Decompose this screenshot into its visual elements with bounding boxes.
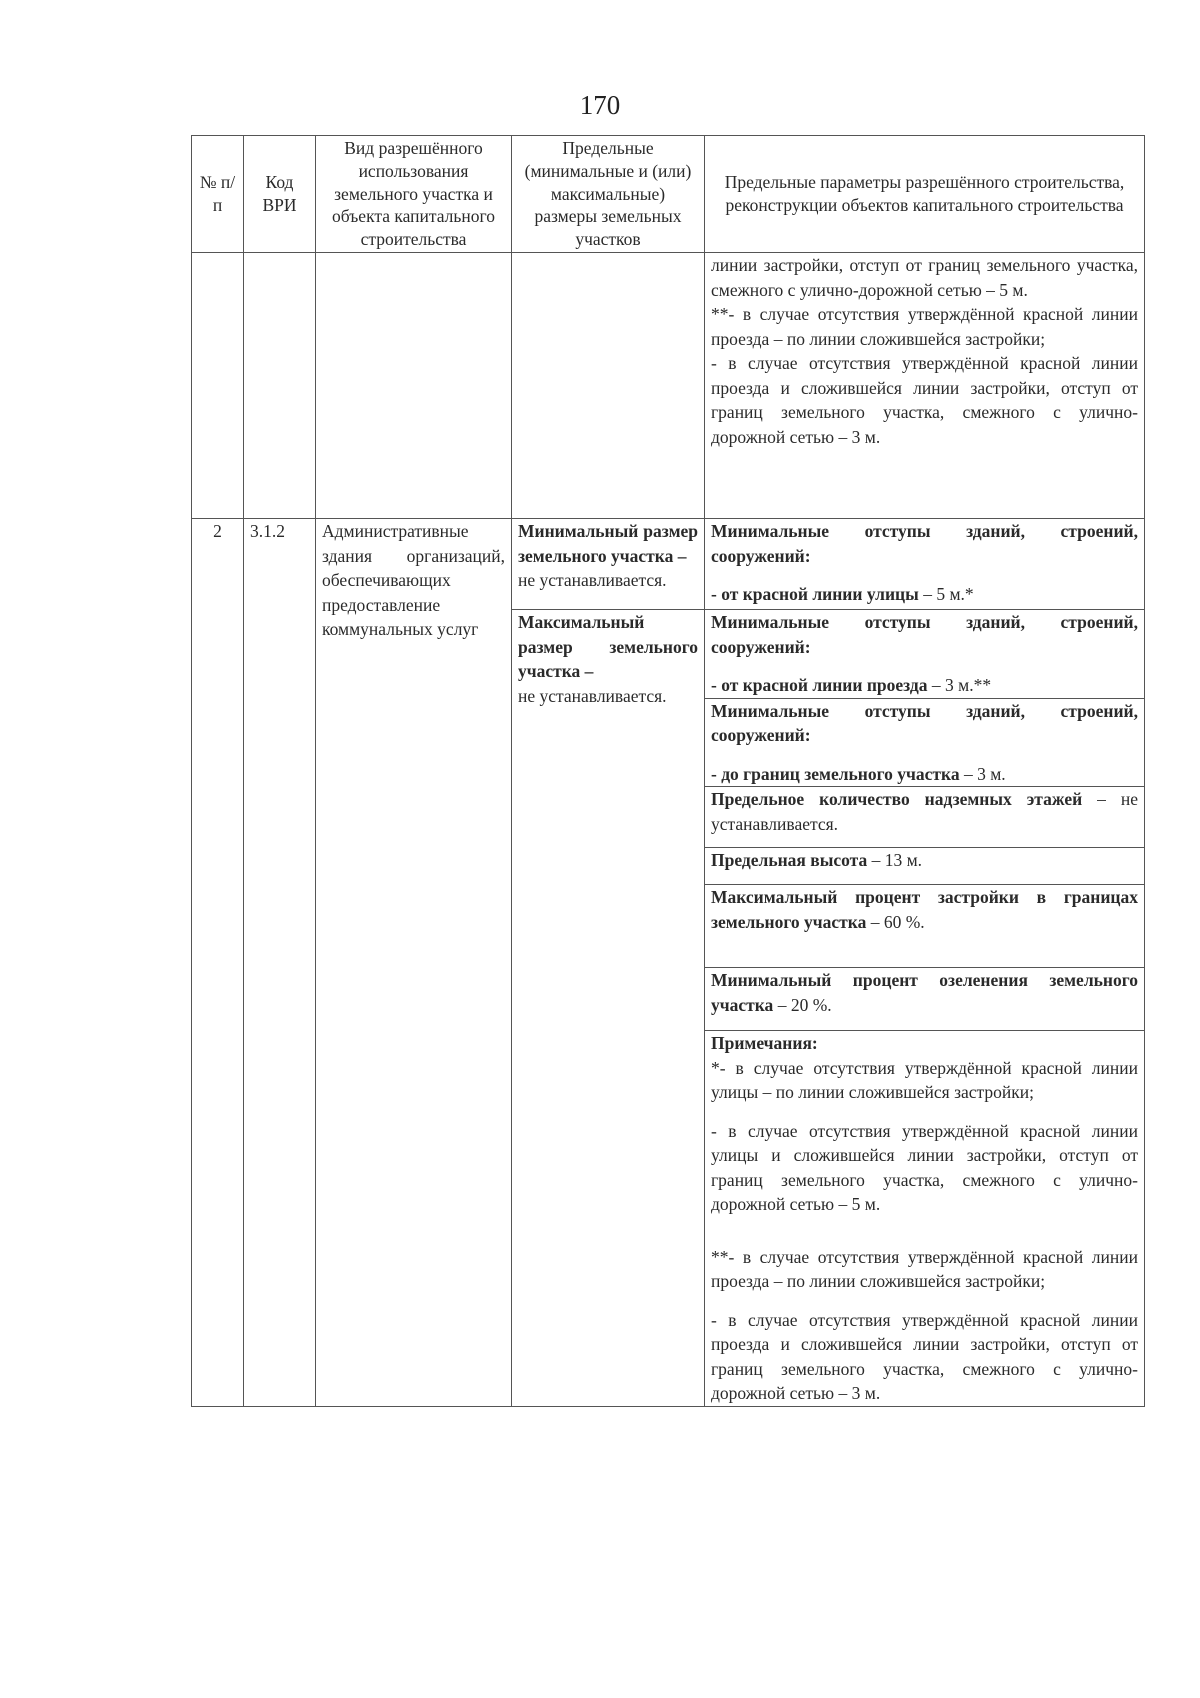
header-num: № п/п <box>192 136 244 253</box>
param5-bold: Предельная высота <box>711 850 868 870</box>
row2-type: Административные здания организаций, обеспечивающих предоставление коммунальных услуг <box>316 519 512 1407</box>
table-row-continued <box>192 253 1145 519</box>
param7-value: – 20 %. <box>773 994 832 1015</box>
param2-value: – 3 м.** <box>927 675 992 695</box>
page-number: 170 <box>579 90 621 120</box>
param4-value: – не устанавливается. <box>711 789 1138 834</box>
row2-max-size <box>512 610 705 1407</box>
row2-param-5 <box>705 848 1145 885</box>
max-size-label: Максимальный размер земельного участка – <box>518 612 698 681</box>
note-3: **- в случае отсутствия утверждённой красной линии проезда – по линии сложившейся застройки; <box>711 1246 1138 1291</box>
notes-head: Примечания: <box>711 1033 818 1053</box>
continued-line-2: **- в случае отсутствия утверждённой красной линии проезда – по линии сложившейся застройки; <box>711 304 1138 349</box>
row2-notes <box>705 1031 1145 1407</box>
cell-size-empty <box>512 253 705 519</box>
row2-param-4 <box>705 787 1145 848</box>
param5-value: – 13 м. <box>867 850 923 870</box>
param6-bold: Максимальный процент застройки в границах земельного участка <box>711 887 1138 932</box>
regulations-table <box>191 135 1145 1407</box>
param1-head: Минимальные отступы зданий, строений, сооружений: <box>711 521 1138 566</box>
param6-value: – 60 %. <box>866 911 925 932</box>
table-header-row <box>192 136 1145 253</box>
param7-bold: Минимальный процент озеленения земельного участка <box>711 970 1138 1015</box>
row2-param-7 <box>705 968 1145 1031</box>
continued-line-3: - в случае отсутствия утверждённой красной линии проезда и сложившейся линии застройки, отступ от границ земельного участка, смежного с улично-дорожной сетью – 3 м. <box>711 353 1138 447</box>
row2-code: 3.1.2 <box>244 519 316 1407</box>
min-size-value: не устанавливается. <box>518 570 667 590</box>
cell-params-continued <box>705 253 1145 519</box>
row2-param-1 <box>705 519 1145 610</box>
max-size-value: не устанавливается. <box>518 685 667 706</box>
note-1: *- в случае отсутствия утверждённой красной линии улицы – по линии сложившейся застройки; <box>711 1057 1138 1102</box>
row2-param-6 <box>705 885 1145 968</box>
param3-bold: - до границ земельного участка <box>711 763 960 784</box>
param1-bold: - от красной линии улицы <box>711 584 919 604</box>
cell-code-empty <box>244 253 316 519</box>
row2-param-3 <box>705 698 1145 787</box>
cell-num-empty <box>192 253 244 519</box>
header-type: Вид разрешённого использования земельного участка и объекта капитального строительства <box>316 136 512 253</box>
min-size-label: Минимальный размер земельного участка – <box>518 521 698 566</box>
continued-line-1: линии застройки, отступ от границ земельного участка, смежного с улично-дорожной сетью – 5 м. <box>711 255 1138 300</box>
header-size: Предельные (минимальные и (или) максимальные) размеры земельных участков <box>512 136 705 253</box>
cell-type-empty <box>316 253 512 519</box>
row2-num: 2 <box>192 519 244 1407</box>
param2-head: Минимальные отступы зданий, строений, сооружений: <box>711 612 1138 657</box>
param4-bold: Предельное количество надземных этажей <box>711 789 1083 809</box>
row2-min-size <box>512 519 705 610</box>
note-2: - в случае отсутствия утверждённой красной линии улицы и сложившейся линии застройки, отступ от границ земельного участка, смежного с улично-дорожной сетью – 5 м. <box>711 1120 1138 1214</box>
param1-value: – 5 м.* <box>918 584 974 604</box>
header-params: Предельные параметры разрешённого строительства, реконструкции объектов капитального строительства <box>705 136 1145 253</box>
table-row-2 <box>192 519 1145 610</box>
row2-param-2 <box>705 610 1145 699</box>
note-4: - в случае отсутствия утверждённой красной линии проезда и сложившейся линии застройки, отступ от границ земельного участка, смежного с улично-дорожной сетью – 3 м. <box>711 1309 1138 1403</box>
param3-value: – 3 м. <box>959 763 1006 784</box>
param2-bold: - от красной линии проезда <box>711 675 928 695</box>
param3-head: Минимальные отступы зданий, строений, сооружений: <box>711 700 1138 745</box>
header-code: Код ВРИ <box>244 136 316 253</box>
